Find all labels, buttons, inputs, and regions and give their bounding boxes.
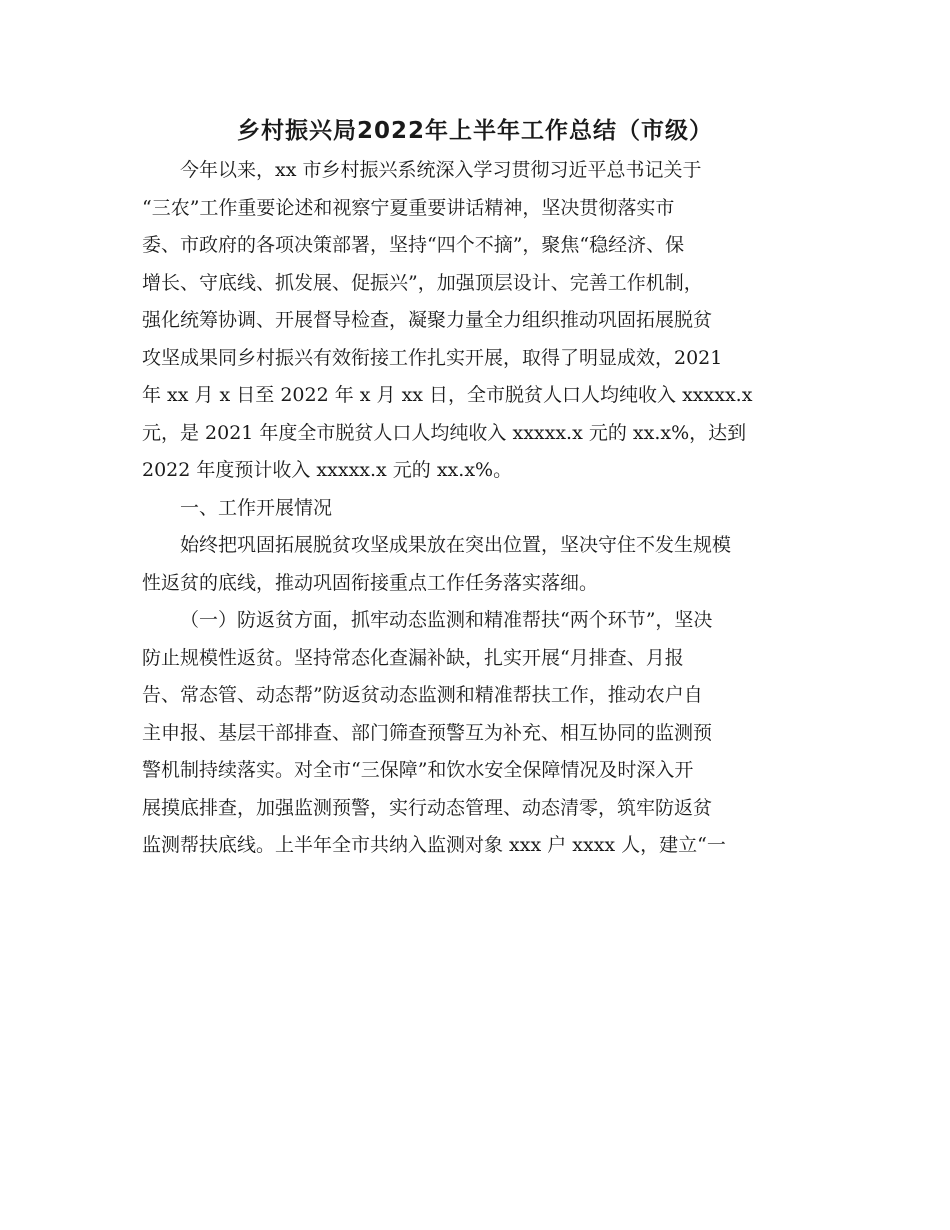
- body-line: 始终把巩固拓展脱贫攻坚成果放在突出位置，坚决守住不发生规模: [180, 534, 732, 556]
- body-line: “三农”工作重要论述和视察宁夏重要讲话精神，坚决贯彻落实市: [142, 196, 675, 219]
- body-line: 委、市政府的各项决策部署，坚持“四个不摘”，聚焦“稳经济、保: [142, 234, 685, 256]
- body-line: 强化统筹协调、开展督导检查，凝聚力量全力组织推动巩固拓展脱贫: [142, 309, 713, 331]
- body-line: 2022 年度预计收入 xxxxx.x 元的 xx.x%。: [142, 459, 513, 481]
- body-line: 今年以来，xx 市乡村振兴系统深入学习贯彻习近平总书记关于: [180, 159, 702, 181]
- body-line: 增长、守底线、抓发展、促振兴”，加强顶层设计、完善工作机制，: [142, 271, 703, 294]
- body-line: 主申报、基层干部排查、部门筛查预警互为补充、相互协同的监测预: [142, 721, 713, 744]
- body-line: 监测帮扶底线。上半年全市共纳入监测对象 xxx 户 xxxx 人，建立“一: [142, 834, 726, 856]
- document-body: [142, 152, 814, 865]
- body-line: 年 xx 月 x 日至 2022 年 x 月 xx 日，全市脱贫人口人均纯收入 xxxxx.x: [142, 384, 753, 406]
- body-line: 性返贫的底线，推动巩固衔接重点工作任务落实落细。: [142, 571, 599, 594]
- body-line: 防止规模性返贫。坚持常态化查漏补缺，扎实开展“月排查、月报: [142, 646, 684, 669]
- body-line: 攻坚成果同乡村振兴有效衔接工作扎实开展，取得了明显成效，2021: [142, 346, 723, 369]
- body-line: 警机制持续落实。对全市“三保障”和饮水安全保障情况及时深入开: [142, 759, 694, 781]
- body-line: 展摸底排查，加强监测预警，实行动态管理、动态清零，筑牢防返贫: [142, 796, 713, 819]
- section-heading: 一、工作开展情况: [180, 496, 333, 519]
- body-line: 告、常态管、动态帮”防返贫动态监测和精准帮扶工作，推动农户自: [142, 684, 703, 706]
- body-line: 元，是 2021 年度全市脱贫人口人均纯收入 xxxxx.x 元的 xx.x%，达到: [142, 421, 747, 444]
- subsection-line: （一）防返贫方面，抓牢动态监测和精准帮扶“两个环节”，坚决: [180, 609, 713, 631]
- document-title: 乡村振兴局2022年上半年工作总结（市级）: [236, 118, 713, 144]
